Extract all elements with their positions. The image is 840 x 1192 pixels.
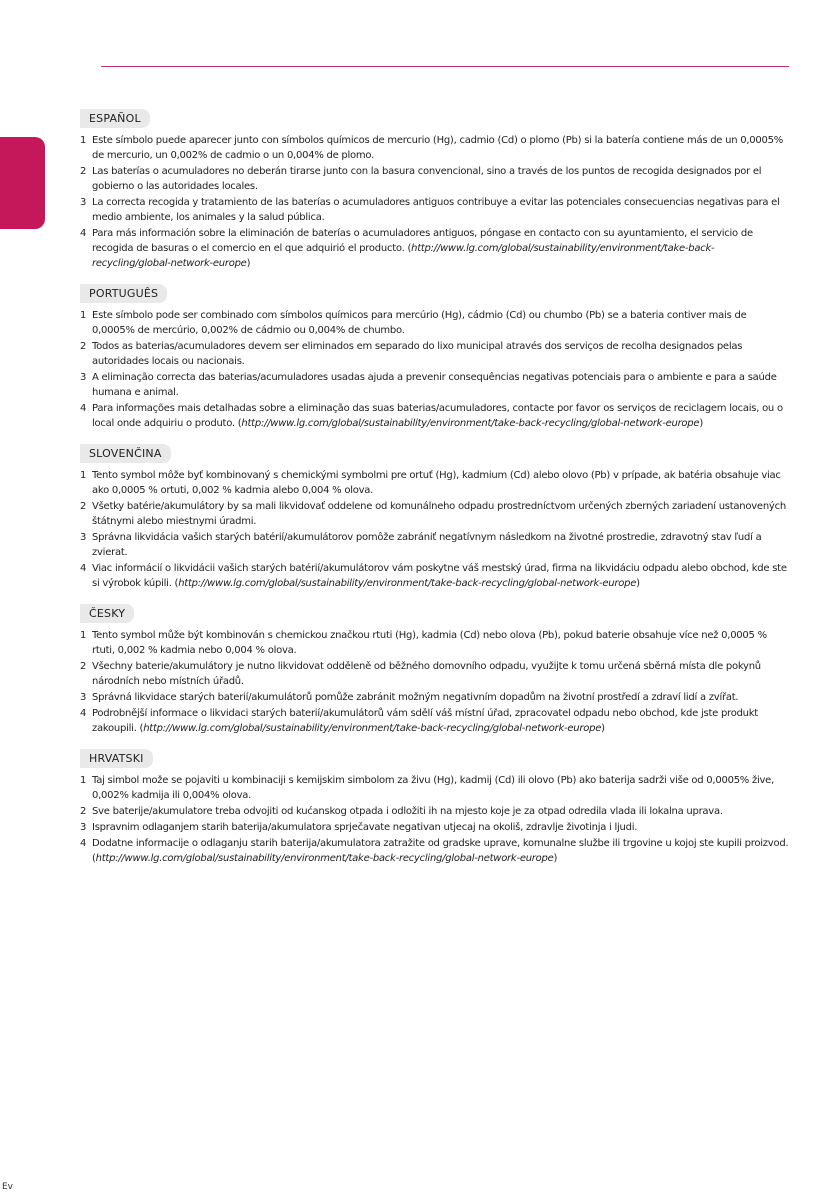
item-number: 3 <box>80 692 87 703</box>
item-text: Všechny baterie/akumulátory je nutno likvidovat odděleně od běžného domovního odpadu, využijte k tomu určená sběrná místa dle pokynů národních nebo místních úřadů. <box>92 661 761 687</box>
page-corner-text: Ev <box>2 1182 14 1192</box>
item-text: Para informações mais detalhadas sobre a eliminação das suas baterias/acumuladores, contacte por favor os serviços de reciclagem locais, ou o local onde adquiriu o produto. ( <box>92 403 783 429</box>
section-slovencina <box>80 442 790 591</box>
item-number: 3 <box>80 532 87 543</box>
item-text: Sve baterije/akumulatore treba odvojiti od kućanskog otpada i odložiti ih na mjesto koje je za otpad odredila vlada ili lokalna uprava. <box>92 806 723 817</box>
item-text: Este símbolo puede aparecer junto con símbolos químicos de mercurio (Hg), cadmio (Cd) o plomo (Pb) si la batería contiene más de un 0,0005% de mercurio, un 0,002% de cadmio o un 0,004% de plomo. <box>92 135 783 161</box>
closing-paren: ) <box>636 578 640 589</box>
item-text: Taj simbol može se pojaviti u kombinaciji s kemijskim simbolom za živu (Hg), kadmij (Cd) ili olovo (Pb) ako baterija sadrži više od 0,0005% žive, 0,002% kadmija ili 0,004% olova. <box>92 775 775 801</box>
language-heading: HRVATSKI <box>80 749 153 768</box>
item-link[interactable]: http://www.lg.com/global/sustainability/environment/take-back-recycling/global-network-europe <box>178 578 637 589</box>
item-text: Všetky batérie/akumulátory by sa mali likvidovať oddelene od komunálneho odpadu prostredníctvom určených zberných zariadení ustanovených štátnymi alebo miestnymi úradmi. <box>92 501 786 527</box>
section-espanol <box>80 107 790 271</box>
item-number: 1 <box>80 775 87 786</box>
list-item <box>80 401 790 431</box>
list-item <box>80 820 790 835</box>
closing-paren: ) <box>699 418 703 429</box>
item-number: 2 <box>80 661 87 672</box>
item-number: 2 <box>80 341 87 352</box>
item-number: 4 <box>80 563 87 574</box>
item-text: Dodatne informacije o odlaganju starih baterija/akumulatora zatražite od gradske uprave, komunalne službe ili trgovine u kojoj ste kupili proizvod. ( <box>92 838 789 864</box>
item-link[interactable]: http://www.lg.com/global/sustainability/environment/take-back-recycling/global-network-europe <box>241 418 700 429</box>
item-number: 1 <box>80 310 87 321</box>
item-text: La correcta recogida y tratamiento de las baterías o acumuladores antiguos contribuye a evitar las potenciales consecuencias negativas para el medio ambiente, los animales y la salud pública. <box>92 197 780 223</box>
document-body <box>80 107 790 877</box>
list-item <box>80 308 790 338</box>
item-link[interactable]: http://www.lg.com/global/sustainability/environment/take-back-recycling/global-network-europe <box>95 853 554 864</box>
list-item <box>80 530 790 560</box>
list-item <box>80 804 790 819</box>
list-item <box>80 226 790 271</box>
item-number: 1 <box>80 630 87 641</box>
item-text: Tento symbol může být kombinován s chemickou značkou rtuti (Hg), kadmia (Cd) nebo olova (Pb), pokud baterie obsahuje více než 0,0005 % rtuti, 0,002 % kadmia nebo 0,004 % olova. <box>92 630 767 656</box>
item-number: 2 <box>80 806 87 817</box>
item-number: 3 <box>80 372 87 383</box>
item-number: 3 <box>80 822 87 833</box>
list-item <box>80 561 790 591</box>
item-text: Správna likvidácia vašich starých batérií/akumulátorov pomôže zabrániť negatívnym následkom na životné prostredie, zdravotný stav ľudí a zvierat. <box>92 532 762 558</box>
item-number: 4 <box>80 838 87 849</box>
item-number: 1 <box>80 470 87 481</box>
list-item <box>80 164 790 194</box>
language-heading: ESPAÑOL <box>80 109 150 128</box>
list-item <box>80 499 790 529</box>
item-text: Viac informácií o likvidácii vašich starých batérií/akumulátorov vám poskytne váš mestský úrad, firma na likvidáciu odpadu alebo obchod, kde ste si výrobok kúpili. ( <box>92 563 787 589</box>
item-number: 4 <box>80 708 87 719</box>
list-item <box>80 628 790 658</box>
list-item <box>80 195 790 225</box>
item-number: 2 <box>80 166 87 177</box>
item-text: Ispravnim odlaganjem starih baterija/akumulatora sprječavate negativan utjecaj na okoliš, zdravlje životinja i ljudi. <box>92 822 638 833</box>
item-number: 3 <box>80 197 87 208</box>
closing-paren: ) <box>553 853 558 864</box>
item-link[interactable]: http://www.lg.com/global/sustainability/environment/take-back-recycling/global-network-europe <box>143 723 602 734</box>
header-rule <box>101 66 789 67</box>
item-number: 1 <box>80 135 87 146</box>
language-heading: SLOVENČINA <box>80 444 171 463</box>
section-portugues <box>80 282 790 431</box>
list-item <box>80 370 790 400</box>
item-text: Para más información sobre la eliminación de baterías o acumuladores antiguos, póngase en contacto con su ayuntamiento, el servicio de recogida de basuras o el comercio en el que adquirió el producto. ( <box>92 228 753 254</box>
item-text: Las baterías o acumuladores no deberán tirarse junto con la basura convencional, sino a través de los puntos de recogida designados por el gobierno o las autoridades locales. <box>92 166 762 192</box>
list-item <box>80 468 790 498</box>
language-heading: PORTUGUÊS <box>80 284 167 303</box>
item-text: Este símbolo pode ser combinado com símbolos químicos para mercúrio (Hg), cádmio (Cd) ou chumbo (Pb) se a bateria contiver mais de 0,0005% de mercúrio, 0,002% de cádmio ou 0,004% de chumbo. <box>92 310 747 336</box>
language-side-tab <box>0 137 45 229</box>
language-heading: ČESKY <box>80 604 134 623</box>
item-text: Tento symbol môže byť kombinovaný s chemickými symbolmi pre ortuť (Hg), kadmium (Cd) alebo olovo (Pb) v prípade, ak batéria obsahuje viac ako 0,0005 % ortuti, 0,002 % kadmia alebo 0,004 % olova. <box>92 470 781 496</box>
list-item <box>80 706 790 736</box>
item-link[interactable]: http://www.lg.com/global/sustainability/environment/take-back-recycling/global-network-europe <box>92 243 715 269</box>
list-item <box>80 659 790 689</box>
section-cesky <box>80 602 790 736</box>
item-text: Todos as baterias/acumuladores devem ser eliminados em separado do lixo municipal através dos serviços de recolha designados pelas autoridades locais ou nacionais. <box>92 341 743 367</box>
item-number: 4 <box>80 228 87 239</box>
item-text: A eliminação correcta das baterias/acumuladores usadas ajuda a prevenir consequências negativas potenciais para o ambiente e para a saúde humana e animal. <box>92 372 777 398</box>
item-number: 4 <box>80 403 87 414</box>
closing-paren: ) <box>601 723 605 734</box>
section-hrvatski <box>80 747 790 866</box>
list-item <box>80 133 790 163</box>
list-item <box>80 836 790 866</box>
item-text: Podrobnější informace o likvidaci starých baterií/akumulátorů vám sdělí váš místní úřad, zpracovatel odpadu nebo obchod, kde jste produkt zakoupili. ( <box>92 708 758 734</box>
closing-paren: ) <box>246 258 251 269</box>
list-item <box>80 773 790 803</box>
item-number: 2 <box>80 501 87 512</box>
list-item <box>80 690 790 705</box>
item-text: Správná likvidace starých baterií/akumulátorů pomůže zabránit možným negativním dopadům na životní prostředí a zdraví lidí a zvířat. <box>92 692 739 703</box>
list-item <box>80 339 790 369</box>
